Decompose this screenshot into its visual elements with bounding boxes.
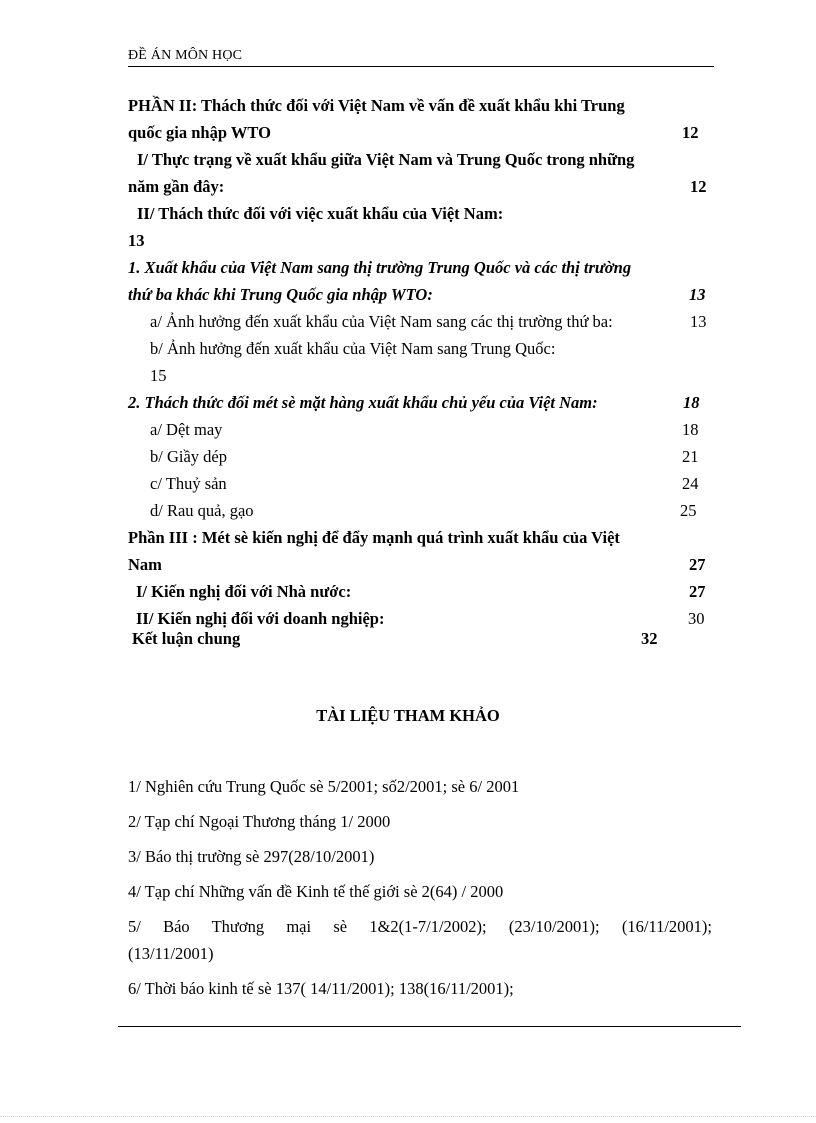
toc-entry-text: quốc gia nhập WTO: [128, 123, 271, 142]
toc-entry-text: a/ Ảnh hưởng đến xuất khẩu của Việt Nam sang các thị trường thứ ba:: [150, 312, 613, 331]
reference-item: 2/ Tạp chí Ngoại Thương tháng 1/ 2000: [128, 812, 391, 831]
toc-entry-text: 1. Xuất khẩu của Việt Nam sang thị trường Trung Quốc và các thị trường: [128, 258, 632, 277]
toc-entry-text: d/ Rau quả, gạo: [150, 501, 254, 520]
toc-entry-text: 2. Thách thức đối mét sè mặt hàng xuất khẩu chủ yếu của Việt Nam:: [128, 393, 598, 412]
toc-entry-text: Nam: [128, 555, 162, 574]
reference-item: 4/ Tạp chí Những vấn đề Kinh tế thế giới sè 2(64) / 2000: [128, 882, 504, 901]
page-header: ĐỀ ÁN MÔN HỌC: [128, 48, 714, 67]
toc-entry-text: năm gần đây:: [128, 177, 225, 196]
toc-entry-text: PHẦN II: Thách thức đối với Việt Nam về vấn đề xuất khẩu khi Trung: [128, 96, 625, 115]
toc-entry-text: thứ ba khác khi Trung Quốc gia nhập WTO:: [128, 285, 433, 304]
toc-entry-page: 32: [641, 629, 658, 648]
toc-entry-text: II/ Thách thức đối với việc xuất khẩu của Việt Nam:: [137, 204, 504, 223]
footer-rule: [118, 1026, 741, 1027]
references-title: TÀI LIỆU THAM KHẢO: [316, 706, 500, 725]
toc-entry-page: 12: [690, 177, 707, 196]
toc-entry-text: Phần III : Mét sè kiến nghị để đẩy mạnh quá trình xuất khẩu của Việt: [128, 528, 620, 547]
toc-entry-text: 13: [128, 231, 145, 250]
page-edge: [0, 1116, 816, 1117]
toc-entry-page: 18: [682, 420, 699, 439]
reference-item-continued: (13/11/2001): [128, 944, 214, 963]
toc-entry-text: b/ Giầy dép: [150, 447, 227, 466]
toc-entry-text: c/ Thuỷ sản: [150, 474, 227, 493]
toc-entry-page: 13: [690, 312, 707, 331]
toc-entry-page: 24: [682, 474, 699, 493]
toc-entry-page: 18: [683, 393, 700, 412]
toc-entry-page: 12: [682, 123, 699, 142]
toc-entry-text: 15: [150, 366, 167, 385]
toc-entry-page: 30: [688, 609, 705, 628]
toc-entry-text: Kết luận chung: [132, 629, 241, 648]
toc-entry-page: 27: [689, 582, 706, 601]
toc-entry-text: b/ Ảnh hưởng đến xuất khẩu của Việt Nam sang Trung Quốc:: [150, 339, 556, 358]
reference-item: 1/ Nghiên cứu Trung Quốc sè 5/2001; số2/2001; sè 6/ 2001: [128, 777, 520, 796]
toc-entry-page: 25: [680, 501, 697, 520]
toc-entry-page: 21: [682, 447, 699, 466]
toc-entry-text: I/ Thực trạng về xuất khẩu giữa Việt Nam và Trung Quốc trong những: [137, 150, 635, 169]
toc-entry-page: 13: [689, 285, 706, 304]
toc-entry-text: I/ Kiến nghị đối với Nhà nước:: [136, 582, 352, 601]
toc-entry-text: II/ Kiến nghị đối với doanh nghiệp:: [136, 609, 385, 628]
reference-item: 5/ Báo Thương mại sè 1&2(1-7/1/2002); (23/10/2001); (16/11/2001);: [128, 917, 712, 936]
reference-item: 3/ Báo thị trường sè 297(28/10/2001): [128, 847, 375, 866]
reference-item: 6/ Thời báo kinh tế sè 137( 14/11/2001); 138(16/11/2001);: [128, 979, 514, 998]
toc-entry-page: 27: [689, 555, 706, 574]
toc-entry-text: a/ Dệt may: [150, 420, 223, 439]
